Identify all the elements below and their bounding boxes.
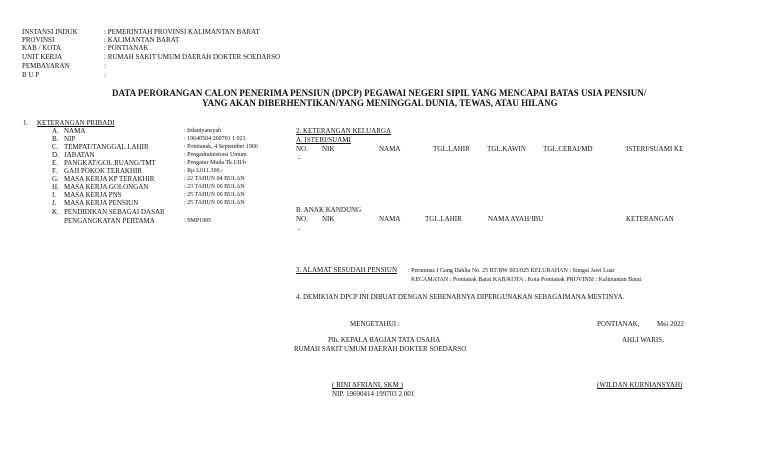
header-label: PEMBAYARAN (22, 62, 70, 70)
table-header-cell: NO. (296, 215, 308, 223)
table-header-cell: NO. (296, 145, 308, 153)
item-label: MASA KERJA KP TERAKHIR (64, 175, 155, 183)
item-value: : 19640504 200701 1 021 (184, 136, 246, 142)
item-letter: F. (52, 167, 58, 175)
table-header-cell: NIK (322, 145, 335, 153)
item-label: GAJI POKOK TERAKHIR (64, 167, 143, 175)
item-value: : Pengadministrasi Umum (184, 152, 247, 158)
item-label: MASA KERJA PENSIUN (64, 199, 139, 207)
document-title-line1: DATA PERORANGAN CALON PENERIMA PENSIUN (DPCP) PEGAWAI NEGERI SIPIL YANG MENCAPAI BATAS USIA PENSIUN/ (112, 88, 647, 98)
item-letter: K. (52, 208, 59, 216)
table-header-cell: NAMA (379, 145, 401, 153)
section-number: 1. (23, 119, 29, 127)
item-label: JABATAN (64, 151, 95, 159)
item-label: PENDIDIKAN SEBAGAI DASAR (64, 208, 165, 216)
address-line1: : Perumnas I Gang Dahlia No. 25 RT/RW 003/025 KELURAHAN : Sungai Jawi Luar (408, 268, 615, 274)
item-letter: G. (52, 175, 59, 183)
item-letter: A. (52, 127, 59, 135)
header-label: UNIT KERJA (22, 53, 63, 61)
header-label: INSTANSI INDUK (22, 28, 78, 36)
table-empty-row: - (298, 225, 301, 233)
item-label: TEMPAT/TANGGAL LAHIR (64, 143, 149, 151)
item-label: PENGANGKATAN PERTAMA (64, 217, 155, 225)
item-label: PANGKAT/GOL.RUANG/TMT (64, 159, 156, 167)
section-heading: KETERANGAN PRIBADI (37, 119, 115, 127)
header-value: : KALIMANTAN BARAT (104, 36, 180, 44)
item-value: : 25 TAHUN 00 BULAN (184, 200, 245, 206)
table-header-cell: NAMA AYAH/IBU (488, 215, 544, 223)
table-header-cell: TGL.CERAI/MD (543, 145, 593, 153)
item-letter: C. (52, 143, 59, 151)
header-value: : PEMERINTAH PROVINSI KALIMANTAN BARAT (104, 28, 260, 36)
item-letter: E. (52, 159, 59, 167)
address-label: 3. ALAMAT SESUDAH PENSIUN (296, 266, 397, 274)
item-value: : Pontianak, 4 September 1966 (184, 144, 258, 150)
document-title-line2: YANG AKAN DIBERHENTIKAN/YANG MENINGGAL DUNIA, TEWAS, ATAU HILANG (202, 98, 558, 108)
table-header-cell: TGL.KAWIN (487, 145, 526, 153)
mengetahui-label: MENGETAHUI : (350, 320, 400, 328)
item-letter: I. (52, 191, 57, 199)
item-value: : 23 TAHUN 00 BULAN (184, 184, 245, 190)
children-subheading: B. ANAK KANDUNG (296, 206, 362, 214)
header-value: : RUMAH SAKIT UMUM DAERAH DOKTER SOEDARSO (104, 53, 281, 61)
header-label: KAB / KOTA (22, 44, 62, 52)
table-empty-row: - (298, 154, 301, 162)
item-value: : 22 TAHUN 04 BULAN (184, 176, 245, 182)
header-label: PROVINSI (22, 36, 55, 44)
official-title: Plh. KEPALA BAGIAN TATA USAHA (328, 336, 441, 344)
item-value: : Irdaniyansyah (184, 128, 222, 134)
item-letter: J. (52, 199, 57, 207)
address-line2: KECAMATAN : Pontianak Barat KAB/KOTA : Kota Pontianak PROVINSI : Kalimantan Barat (411, 277, 642, 283)
table-header-cell: NIK (322, 215, 335, 223)
table-header-cell: TGL.LAHIR (425, 215, 462, 223)
spouse-subheading: A. ISTERI/SUAMI (296, 136, 351, 144)
table-header-cell: ISTERI/SUAMI KE (626, 145, 684, 153)
table-header-cell: KETERANGAN (626, 215, 674, 223)
heir-label: AHLI WARIS, (622, 336, 664, 344)
item-value: : 25 TAHUN 00 BULAN (184, 192, 245, 198)
item-value: : SMP1985 (184, 218, 212, 224)
section-heading: 2. KETERANGAN KELUARGA (296, 127, 392, 135)
item-label: NIP (64, 135, 76, 143)
official-nip: NIP. 19690414 199703 2 001 (332, 390, 415, 398)
item-label: MASA KERJA GOLONGAN (64, 183, 149, 191)
heir-name: (WILDAN KURNIANSYAH) (597, 381, 683, 389)
official-name: ( RINI AFRIANI, SKM ) (332, 381, 403, 389)
place-label: PONTIANAK, (597, 320, 640, 328)
item-label: MASA KERJA PNS (64, 191, 122, 199)
item-letter: B. (52, 135, 59, 143)
table-header-cell: TGL.LAHIR (433, 145, 470, 153)
header-value: : (104, 71, 106, 79)
item-value: : Rp.3.011.300,- (184, 168, 223, 174)
table-header-cell: NAMA (379, 215, 401, 223)
header-label: B U P (22, 71, 40, 79)
header-value: : (104, 62, 106, 70)
item-letter: D. (52, 151, 59, 159)
item-letter: H. (52, 183, 59, 191)
item-value: : Pengatur Muda Tk.I/II/b (184, 160, 246, 166)
header-value: : PONTIANAK (104, 44, 149, 52)
official-institution: RUMAH SAKIT UMUM DAERAH DOKTER SOEDARSO (294, 345, 467, 353)
date-value: Mei 2022 (657, 320, 685, 328)
item-label: NAMA (64, 127, 86, 135)
declaration-text: 4. DEMIKIAN DPCP INI DIBUAT DENGAN SEBENARNYA DIPERGUNAKAN SEBAGAIMANA MESTINYA. (296, 293, 625, 301)
